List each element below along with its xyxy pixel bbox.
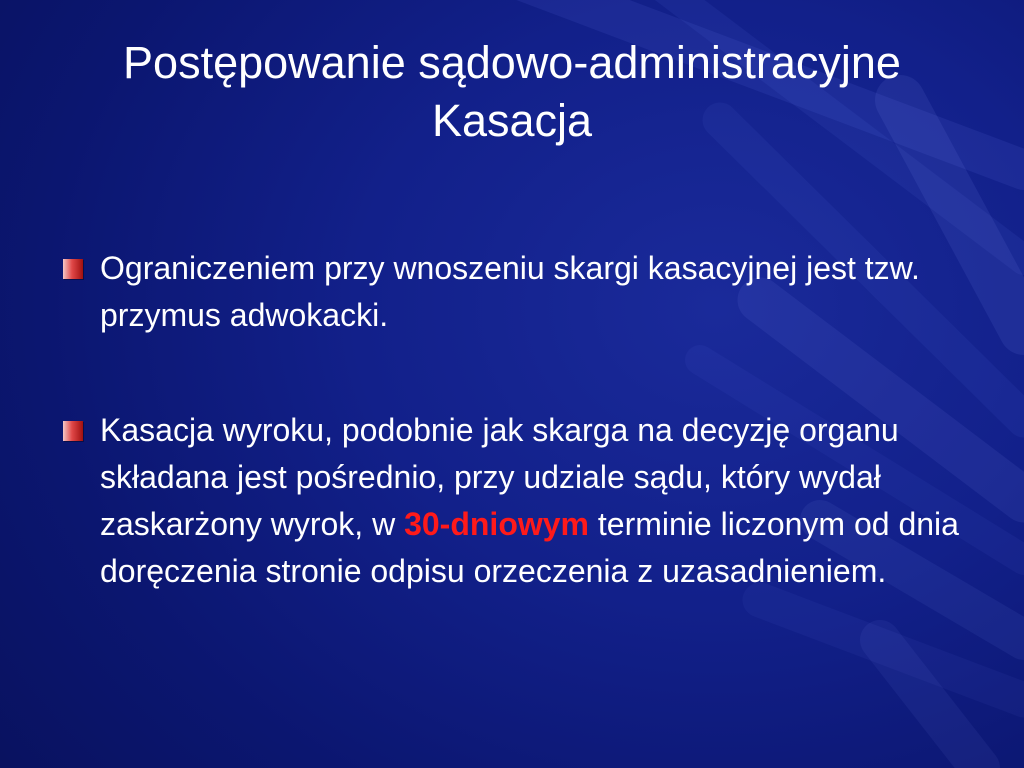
bullet-text: Ograniczeniem przy wnoszeniu skargi kasacyjnej jest tzw. przymus adwokacki.	[100, 250, 920, 333]
square-bullet-icon	[63, 421, 83, 441]
bullet-item-2	[100, 407, 970, 595]
square-bullet-icon	[63, 259, 83, 279]
bullet-text-part-2: terminie liczonym od dnia doręczenia stronie odpisu orzeczenia z uzasadnieniem.	[100, 506, 959, 589]
title-line-1: Postępowanie sądowo-administracyjne	[123, 37, 901, 88]
bullet-item-1	[100, 245, 970, 339]
slide-title	[0, 34, 1024, 150]
title-line-2: Kasacja	[431, 95, 593, 146]
bullet-text-part-1: Kasacja wyroku, podobnie jak skarga na decyzję organu składana jest pośrednio, przy udziale sądu, który wydał zaskarżony wyrok, w	[100, 412, 899, 542]
deadline-highlight: 30-dniowym	[404, 506, 589, 542]
